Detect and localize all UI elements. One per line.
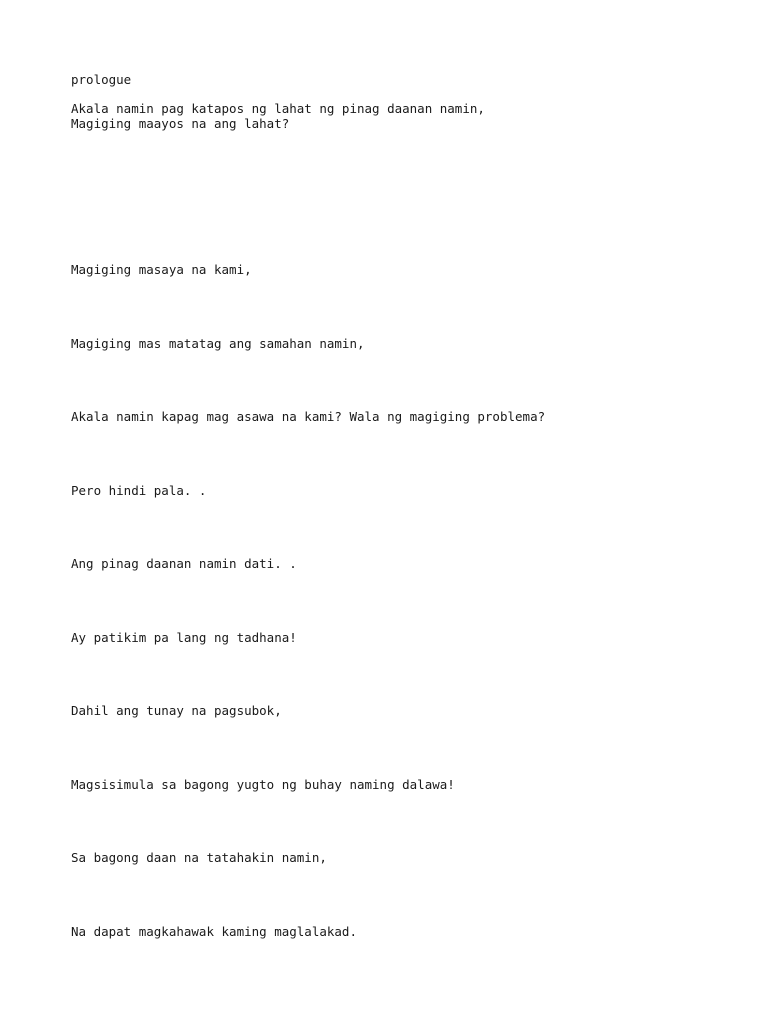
text-line: Magiging masaya na kami,: [71, 262, 252, 277]
prologue-heading: prologue: [71, 72, 132, 87]
text-line: Pero hindi pala. .: [71, 483, 207, 498]
text-line: Ay patikim pa lang ng tadhana!: [71, 630, 297, 645]
text-line: Sa bagong daan na tatahakin namin,: [71, 850, 327, 865]
text-line: Akala namin pag katapos ng lahat ng pinag daanan namin,: [71, 101, 485, 116]
text-line: Dahil ang tunay na pagsubok,: [71, 703, 282, 718]
text-line: Magsisimula sa bagong yugto ng buhay naming dalawa!: [71, 777, 455, 792]
text-line: Magiging mas matatag ang samahan namin,: [71, 336, 365, 351]
text-line: Ang pinag daanan namin dati. .: [71, 556, 297, 571]
text-line: Na dapat magkahawak kaming maglalakad.: [71, 924, 357, 939]
text-line: Magiging maayos na ang lahat?: [71, 116, 290, 131]
text-line: Akala namin kapag mag asawa na kami? Wala ng magiging problema?: [71, 409, 546, 424]
